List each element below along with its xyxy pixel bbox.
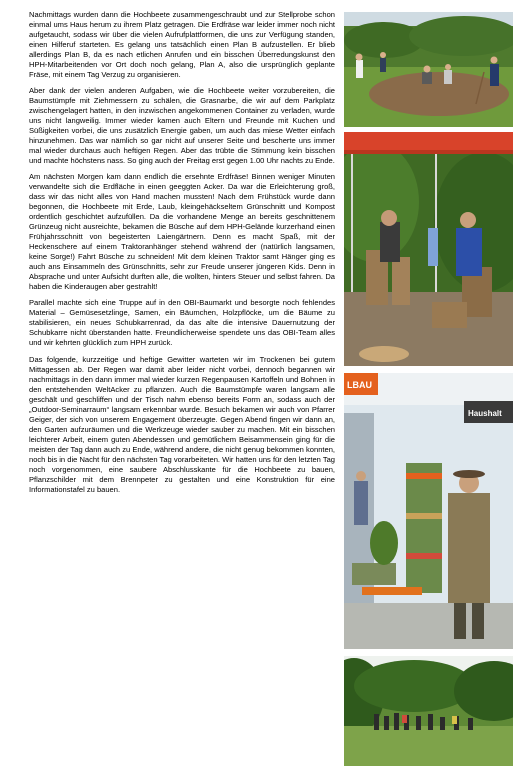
paragraph: Parallel machte sich eine Truppe auf in den OBI-Baumarkt und besorgte noch fehlendes Material – Gemüsesetzlinge, Samen, ein Bäumchen, Holzpflöcke, um die Bäume zu stabilisieren, ein neues Schubkarrenrad, da das alte die intensive Dauernutzung der Schubkarre nicht überstanden hatte. Freundlicherweise spendete uns das OBI-Team alles und wir kehrten glücklich zum HPH zurück. xyxy=(29,298,335,348)
photo-tree-stumps xyxy=(344,132,513,366)
photo-obi-store xyxy=(344,373,513,649)
store-sign-left: LBAU xyxy=(347,380,372,390)
paragraph: Nachmittags wurden dann die Hochbeete zusammengeschraubt und zur Stellprobe schon einmal ums Haus herum zu ihrem Platz getragen. Die Erdfräse war leider immer noch nicht aufgetaucht, sodass wir über die vielen Aufrufplattformen, die uns zur Verfügung standen, einen Hilferuf starteten. Es gelang uns tatsächlich einen Plan B aufzustellen. Er blieb allerdings Plan B, da es nach etlichen Anrufen und ein bisschen Überredungskunst den HPH-Mitarbeitenden vor Ort doch noch gelang, Plan A, also die ursprünglich geplante Fräse, mit einem Tag Verzug zu organisieren. xyxy=(29,10,335,80)
store-sign-right: Haushalt xyxy=(468,409,502,418)
article-text xyxy=(29,10,335,501)
paragraph: Aber dank der vielen anderen Aufgaben, wie die Hochbeete weiter vorzubereiten, die Baumstümpfe mit Ziehmessern zu schälen, die Grasnarbe, die wir auf dem Parkplatz zwischengelagert hatten, in den inzwischen angekommenen Container zu verladen, wurde uns nicht langweilig. Immer wieder kamen auch Eltern und Freunde mit Kuchen und Süßigkeiten vorbei, die uns zusätzlich Energie gaben, um auch das miese Wetter einfach hinzunehmen. Das war nämlich so gar nicht auf unserer Seite und bescherte uns immer mal wieder durchaus auch heftigen Regen. Aber das trübte die Stimmung kein bisschen und machte höchstens nass. So ging auch der Freitag erst gegen 1.00 Uhr nachts zu Ende. xyxy=(29,86,335,166)
paragraph: Am nächsten Morgen kam dann endlich die ersehnte Erdfräse! Binnen weniger Minuten verwandelte sich die Erdfläche in einen geeggten Acker. Da war die Erleichterung groß, dass wir das nicht alles von Hand machen mussten! Nach dem Frühstück wurde dann begonnen, die Hochbeete mit Erde, Laub, kleingehäckseltem Grünschnitt und Kompost ordentlich geschichtet aufzufüllen. Da die vorhandene Menge an bereits geschnittenem Grünzeug nicht ausreichte, bekamen die Büsche auf dem HPH-Gelände kurzerhand einen Frühjahrsschnitt von begeisterten Laiengärtnern. Denn es macht Spaß, mit der Heckenschere auf einem Traktoranhänger stehend während der (natürlich langsamen, keine Sorge!) Fahrt Büsche zu schneiden! Mit dem kleinen Traktor samt Hänger ging es auch ans Einsammeln des Grünschnitts, sehr zur Freude unserer jüngeren Kids. Denn in Absprache und unter Aufsicht durften alle, die wollten, hinters Steuer und selbst fahren. Da haben die Kinderaugen aber gestrahlt! xyxy=(29,172,335,292)
photo-garden-digging xyxy=(344,12,513,127)
photo-group-field xyxy=(344,656,513,766)
paragraph: Das folgende, kurzzeitige und heftige Gewitter warteten wir im Trockenen bei gutem Mittagessen ab. Der Regen war damit aber leider nicht vorbei, dennoch begannen wir nachmittags in den dann immer mal wieder kurzen Regenpausen Kartoffeln und Bohnen in den entstehenden WeltAcker zu pflanzen. Auch die Baumstümpfe waren langsam alle geschält und geschliffen und der Tisch nahm ebenso bereits Form an, sodass auch der „Outdoor-Seminarraum“ langsam erkennbar wurde. Besuch bekamen wir auch von Pfarrer Geiger, der sich von unserem Engagement überzeugte. Gegen Abend fingen wir dann an, den Garten aufzuräumen und die Werkzeuge wieder sauber zu machen. Mit ein bisschen leichterer Arbeit, einem guten Abendessen und gemütlichem Beisammensein ging für die meisten der Tag dann auch zu Ende, während andere, die nicht genug bekommen konnten, noch bis in die Nacht für den nächsten Tag vorarbeiteten. Wir hatten uns für den letzten Tag noch vorgenommen, eine saubere Abschlusskante für die Hochbeete zu bauen, Pflanzschilder mit dem Brennpeter zu gestalten und eine Konstruktion für eine Informationstafel zu bauen. xyxy=(29,354,335,494)
